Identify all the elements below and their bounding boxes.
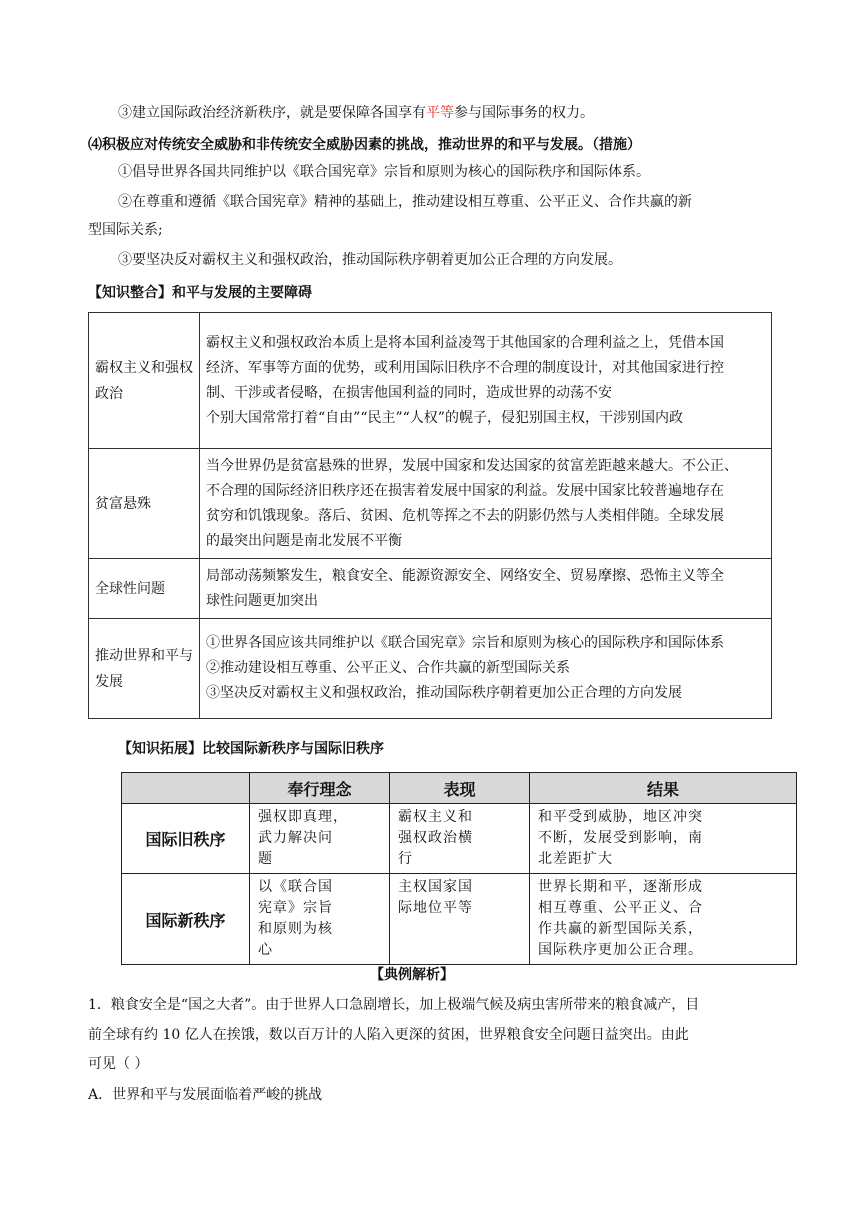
measure-item-3: ③要坚决反对霸权主义和强权政治，推动国际秩序朝着更加公正合理的方向发展。	[118, 252, 622, 268]
old-order-label: 国际旧秩序	[122, 804, 250, 874]
row-label: 贫富悬殊	[89, 449, 200, 559]
measure-3-text: ③建立国际政治经济新秩序，就是要保障各国享有平等参与国际事务的权力。	[118, 105, 594, 121]
new-order-concept: 以《联合国 宪章》宗旨 和原则为核 心	[250, 874, 390, 965]
highlight-equality: 平等	[426, 105, 454, 121]
row-label: 霸权主义和强权政治	[89, 313, 200, 449]
table-row-new-order	[122, 874, 797, 965]
old-order-result: 和平受到威胁，地区冲突 不断，发展受到影响，南 北差距扩大	[530, 804, 797, 874]
measure-item-2-line1: ②在尊重和遵循《联合国宪章》精神的基础上，推动建设相互尊重、公平正义、合作共赢的新	[118, 194, 692, 210]
measure-item-1: ①倡导世界各国共同维护以《联合国宪章》宗旨和原则为核心的国际秩序和国际体系。	[118, 164, 650, 180]
row-content: 局部动荡频繁发生，粮食安全、能源资源安全、网络安全、贸易摩擦、恐怖主义等全 球性问题更加突出	[200, 559, 772, 619]
question-1-line2: 前全球有约 10 亿人在挨饿，数以百万计的人陷入更深的贫困，世界粮食安全问题日益突出。由此	[88, 1027, 689, 1043]
expansion-title: 【知识拓展】比较国际新秩序与国际旧秩序	[118, 741, 384, 757]
option-a: A．世界和平与发展面临着严峻的挑战	[88, 1087, 323, 1103]
table-row	[89, 619, 772, 719]
order-comparison-table	[121, 772, 797, 965]
new-order-label: 国际新秩序	[122, 874, 250, 965]
header-corner	[122, 773, 250, 804]
integration-title: 【知识整合】和平与发展的主要障碍	[88, 285, 312, 301]
example-title: 【典例解析】	[370, 967, 454, 983]
row-content: ①世界各国应该共同维护以《联合国宪章》宗旨和原则为核心的国际秩序和国际体系 ②推动建设相互尊重、公平正义、合作共赢的新型国际关系 ③坚决反对霸权主义和强权政治，推动国际秩序朝着更加公正合理的方向发展	[200, 619, 772, 719]
table-header-row	[122, 773, 797, 804]
new-order-performance: 主权国家国 际地位平等	[390, 874, 530, 965]
new-order-result: 世界长期和平，逐渐形成 相互尊重、公平正义、合 作共赢的新型国际关系， 国际秩序更加公正合理。	[530, 874, 797, 965]
measure-item-2-line2: 型国际关系;	[88, 222, 163, 238]
row-content: 霸权主义和强权政治本质上是将本国利益凌驾于其他国家的合理利益之上，凭借本国 经济、军事等方面的优势，或利用国际旧秩序不合理的制度设计，对其他国家进行控 制、干涉或者侵略，在损害他国利益的同时，造成世界的动荡不安 个别大国常常打着“自由”“民主”“人权”的幌子，侵犯别国主权，干涉别国内政	[200, 313, 772, 449]
table-row	[89, 559, 772, 619]
obstacles-table	[88, 312, 772, 719]
header-concept: 奉行理念	[250, 773, 390, 804]
old-order-performance: 霸权主义和 强权政治横 行	[390, 804, 530, 874]
table-row	[89, 449, 772, 559]
row-content: 当今世界仍是贫富悬殊的世界，发展中国家和发达国家的贫富差距越来越大。不公正、 不合理的国际经济旧秩序还在损害着发展中国家的利益。发展中国家比较普遍地存在 贫穷和饥饿现象。落后、贫困、危机等挥之不去的阴影仍然与人类相伴随。全球发展 的最突出问题是南北发展不平衡	[200, 449, 772, 559]
row-label: 全球性问题	[89, 559, 200, 619]
question-1-line3: 可见（ ）	[88, 1056, 149, 1072]
header-performance: 表现	[390, 773, 530, 804]
table-row-old-order	[122, 804, 797, 874]
question-1-line1: 1．粮食安全是“国之大者”。由于世界人口急剧增长，加上极端气候及病虫害所带来的粮食减产，目	[88, 997, 700, 1013]
row-label: 推动世界和平与发展	[89, 619, 200, 719]
old-order-concept: 强权即真理， 武力解决问 题	[250, 804, 390, 874]
table-row	[89, 313, 772, 449]
section-4-heading: ⑷积极应对传统安全威胁和非传统安全威胁因素的挑战，推动世界的和平与发展。（措施）	[88, 137, 641, 153]
header-result: 结果	[530, 773, 797, 804]
